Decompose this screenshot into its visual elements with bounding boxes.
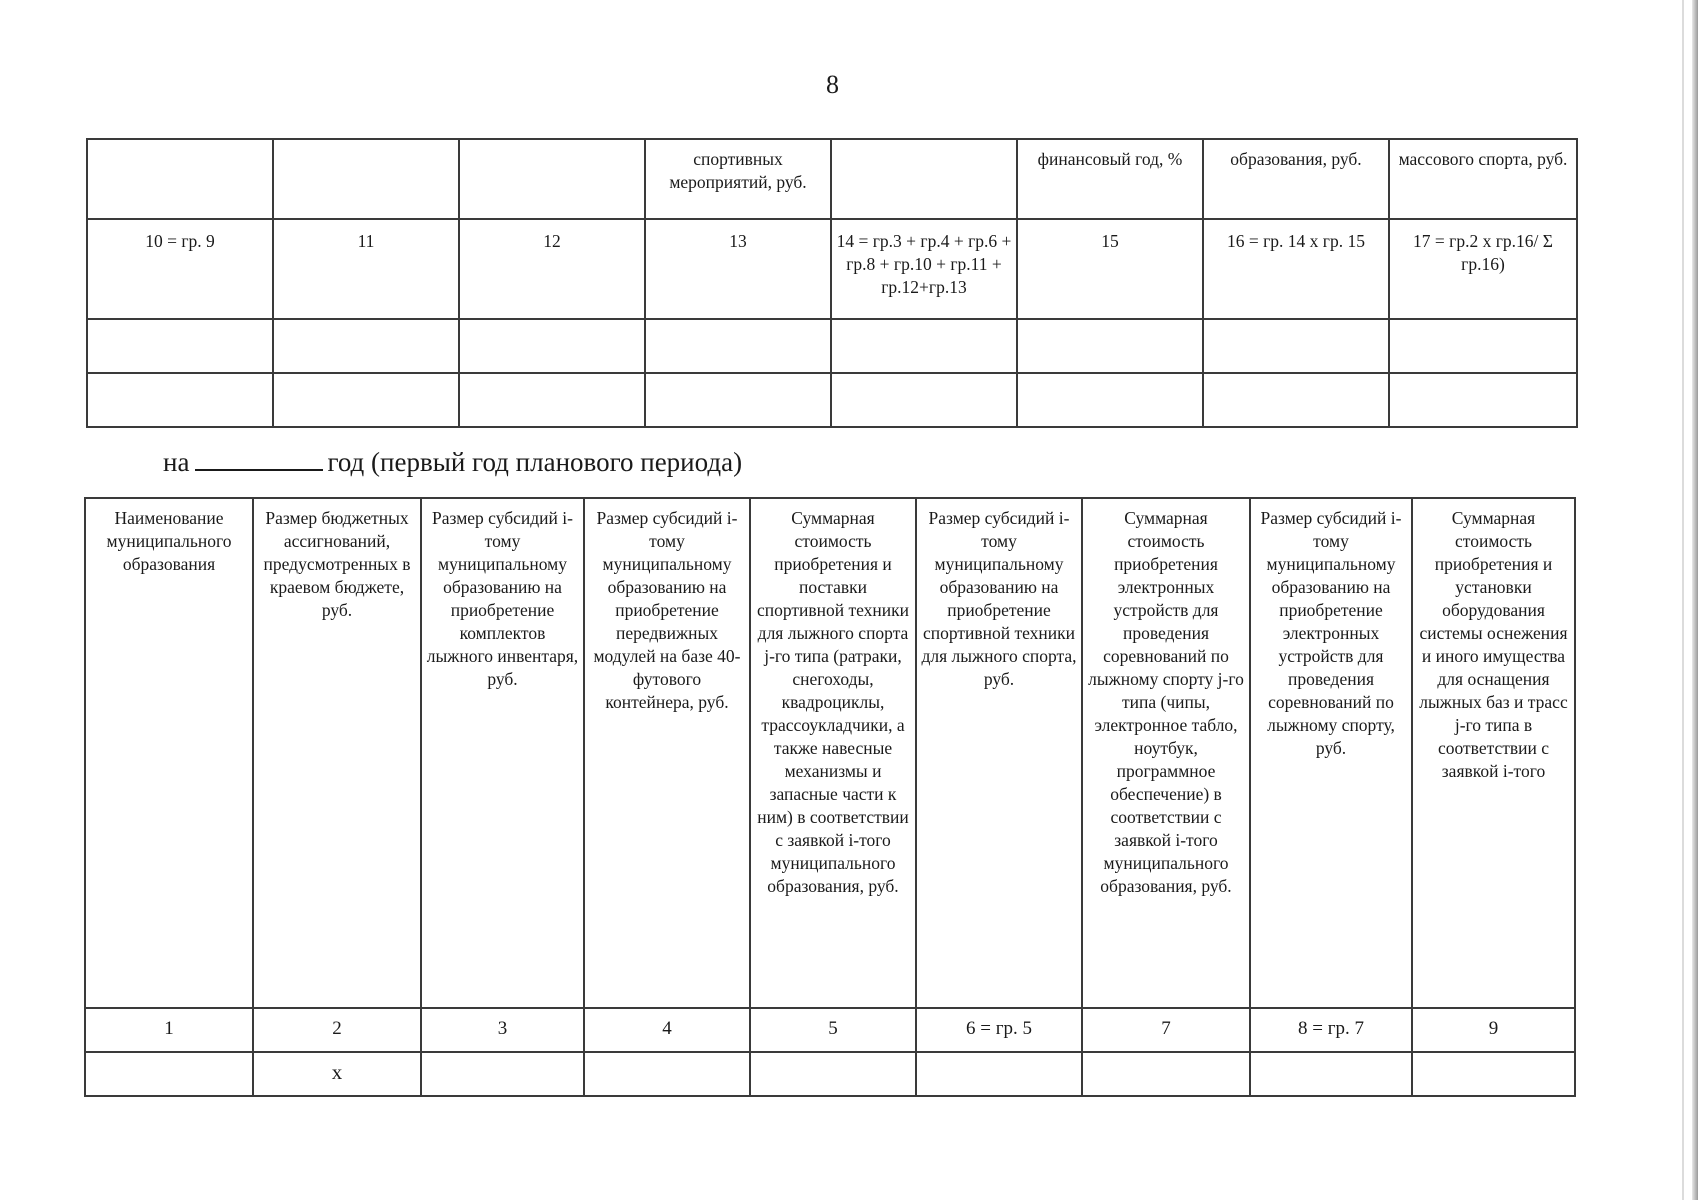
- bottom-column-number: 5: [750, 1008, 916, 1052]
- year-blank-line: [195, 447, 323, 471]
- top-header-cell: [831, 139, 1017, 219]
- bottom-header-cell: Суммарная стоимость приобретения и установки оборудования системы оснежения и иного имущества для оснащения лыжных баз и трасс j-го типа в соответствии с заявкой i-того: [1412, 498, 1575, 1008]
- top-column-number: 14 = гр.3 + гр.4 + гр.6 + гр.8 + гр.10 + гр.11 + гр.12+гр.13: [831, 219, 1017, 319]
- top-table: [86, 138, 1578, 428]
- bottom-header-cell: Размер бюджетных ассигнований, предусмотренных в краевом бюджете, руб.: [253, 498, 421, 1008]
- empty-cell: [1203, 319, 1389, 373]
- top-table-column-numbers-row: [87, 219, 1577, 319]
- bottom-column-number: 2: [253, 1008, 421, 1052]
- page-number: 8: [826, 70, 839, 99]
- empty-cell: [645, 319, 831, 373]
- period-heading-prefix: на: [163, 447, 190, 477]
- bottom-column-number: 6 = гр. 5: [916, 1008, 1082, 1052]
- empty-cell: [273, 319, 459, 373]
- period-heading-suffix: год (первый год планового периода): [327, 447, 743, 477]
- top-header-cell: спортивных мероприятий, руб.: [645, 139, 831, 219]
- data-cell: [584, 1052, 750, 1096]
- empty-cell: [1389, 319, 1577, 373]
- top-table-empty-row: [87, 319, 1577, 373]
- period-heading: [163, 447, 742, 478]
- data-cell: [421, 1052, 584, 1096]
- empty-cell: [831, 319, 1017, 373]
- bottom-column-number: 1: [85, 1008, 253, 1052]
- top-column-number: 11: [273, 219, 459, 319]
- bottom-column-number: 8 = гр. 7: [1250, 1008, 1412, 1052]
- empty-cell: [1017, 319, 1203, 373]
- data-cell: [1082, 1052, 1250, 1096]
- bottom-column-number: 9: [1412, 1008, 1575, 1052]
- empty-cell: [273, 373, 459, 427]
- data-cell: [1412, 1052, 1575, 1096]
- bottom-table-column-numbers-row: [85, 1008, 1575, 1052]
- bottom-column-number: 4: [584, 1008, 750, 1052]
- scan-page-edge: [1692, 0, 1698, 1200]
- bottom-column-number: 3: [421, 1008, 584, 1052]
- data-cell: [750, 1052, 916, 1096]
- top-header-cell: массового спорта, руб.: [1389, 139, 1577, 219]
- top-header-cell: [459, 139, 645, 219]
- bottom-header-cell: Суммарная стоимость приобретения электронных устройств для проведения соревнований по лыжному спорту j-го типа (чипы, электронное табло, ноутбук, программное обеспечение) в соответствии с заявкой i-того муниципального образования, руб.: [1082, 498, 1250, 1008]
- empty-cell: [87, 373, 273, 427]
- top-header-cell: [87, 139, 273, 219]
- bottom-table-data-row: [85, 1052, 1575, 1096]
- bottom-header-cell: Размер субсидий i-тому муниципальному образованию на приобретение спортивной техники для лыжного спорта, руб.: [916, 498, 1082, 1008]
- top-header-cell: [273, 139, 459, 219]
- scan-edge-line: [1682, 0, 1684, 1200]
- data-cell: [1250, 1052, 1412, 1096]
- data-cell: [916, 1052, 1082, 1096]
- empty-cell: [459, 319, 645, 373]
- data-cell: х: [253, 1052, 421, 1096]
- bottom-header-cell: Размер субсидий i-тому муниципальному образованию на приобретение электронных устройств для проведения соревнований по лыжному спорту, руб.: [1250, 498, 1412, 1008]
- top-header-cell: финансовый год, %: [1017, 139, 1203, 219]
- bottom-header-cell: Размер субсидий i-тому муниципальному образованию на приобретение передвижных модулей на базе 40-футового контейнера, руб.: [584, 498, 750, 1008]
- empty-cell: [87, 319, 273, 373]
- empty-cell: [645, 373, 831, 427]
- bottom-header-cell: Размер субсидий i-тому муниципальному образованию на приобретение комплектов лыжного инвентаря, руб.: [421, 498, 584, 1008]
- top-column-number: 10 = гр. 9: [87, 219, 273, 319]
- top-table-header-row: [87, 139, 1577, 219]
- top-column-number: 13: [645, 219, 831, 319]
- top-column-number: 17 = гр.2 х гр.16/ Σ гр.16): [1389, 219, 1577, 319]
- bottom-table: [84, 497, 1576, 1097]
- top-column-number: 16 = гр. 14 х гр. 15: [1203, 219, 1389, 319]
- empty-cell: [831, 373, 1017, 427]
- top-table-empty-row: [87, 373, 1577, 427]
- bottom-header-cell: Наименование муниципального образования: [85, 498, 253, 1008]
- data-cell: [85, 1052, 253, 1096]
- top-header-cell: образования, руб.: [1203, 139, 1389, 219]
- bottom-column-number: 7: [1082, 1008, 1250, 1052]
- empty-cell: [1389, 373, 1577, 427]
- bottom-table-header-row: [85, 498, 1575, 1008]
- empty-cell: [1017, 373, 1203, 427]
- top-column-number: 15: [1017, 219, 1203, 319]
- empty-cell: [459, 373, 645, 427]
- top-column-number: 12: [459, 219, 645, 319]
- empty-cell: [1203, 373, 1389, 427]
- bottom-header-cell: Суммарная стоимость приобретения и поставки спортивной техники для лыжного спорта j-го типа (ратраки, снегоходы, квадроциклы, трассоукладчики, а также навесные механизмы и запасные части к ним) в соответствии с заявкой i-того муниципального образования, руб.: [750, 498, 916, 1008]
